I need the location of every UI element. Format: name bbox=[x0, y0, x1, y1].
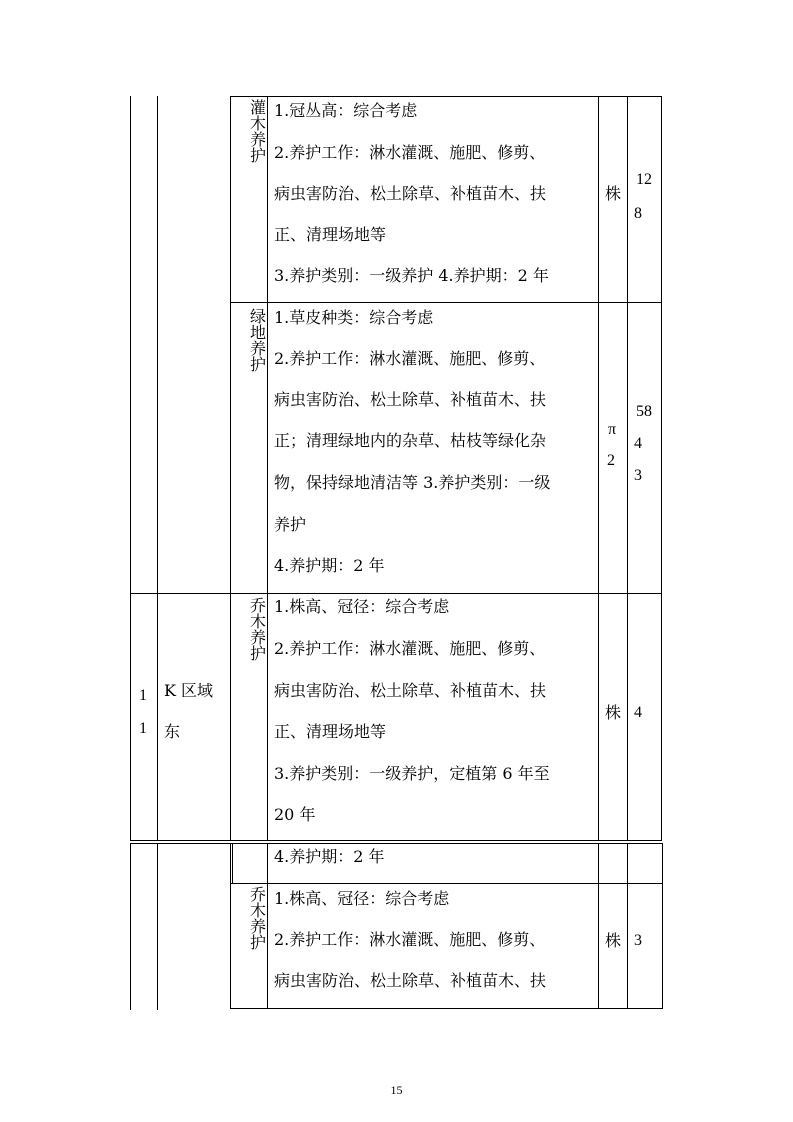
grid-line bbox=[627, 843, 628, 1009]
quantity: 12 bbox=[636, 171, 652, 188]
description-line: 2.养护工作：淋水灌溉、施肥、修剪、 bbox=[274, 349, 546, 368]
unit: π bbox=[607, 421, 617, 438]
description-line: 病虫害防治、松土除草、补植苗木、扶 bbox=[274, 184, 547, 203]
description-line: 4.养护期：2 年 bbox=[274, 847, 385, 866]
grid-line bbox=[130, 843, 131, 1010]
grid-line bbox=[130, 840, 662, 841]
quantity: 58 bbox=[636, 403, 652, 420]
description-line: 养护 bbox=[274, 515, 307, 534]
description-line: 1.株高、冠径：综合考虑 bbox=[274, 597, 450, 616]
description-line: 正；清理绿地内的杂草、枯枝等绿化杂 bbox=[274, 431, 547, 450]
row-number: 1 bbox=[139, 720, 147, 737]
grid-line bbox=[230, 843, 231, 1009]
quantity: 4 bbox=[634, 435, 642, 452]
grid-line bbox=[598, 96, 599, 841]
grid-line bbox=[130, 96, 131, 841]
row-number: 1 bbox=[139, 687, 147, 704]
unit: 株 bbox=[605, 703, 622, 722]
grid-line bbox=[662, 843, 663, 1009]
grid-line bbox=[661, 96, 662, 841]
grid-line bbox=[157, 96, 158, 841]
description-line: 1.株高、冠径：综合考虑 bbox=[274, 889, 450, 908]
item-name: 乔木养护 bbox=[249, 596, 266, 663]
description-line: 正、清理场地等 bbox=[274, 225, 387, 244]
description-line: 1.冠丛高：综合考虑 bbox=[274, 101, 418, 120]
description-line: 病虫害防治、松土除草、补植苗木、扶 bbox=[274, 971, 547, 990]
quantity: 8 bbox=[634, 205, 642, 222]
item-name: 乔木养护 bbox=[249, 885, 266, 952]
description-line: 病虫害防治、松土除草、补植苗木、扶 bbox=[274, 681, 547, 700]
description-line: 2.养护工作：淋水灌溉、施肥、修剪、 bbox=[274, 143, 546, 162]
description-line: 1.草皮种类：综合考虑 bbox=[274, 308, 434, 327]
grid-line bbox=[598, 843, 599, 1009]
item-name: 灌木养护 bbox=[249, 98, 266, 165]
unit: 2 bbox=[607, 452, 615, 469]
quantity: 4 bbox=[634, 704, 642, 721]
description-line: 病虫害防治、松土除草、补植苗木、扶 bbox=[274, 390, 547, 409]
quantity: 3 bbox=[634, 467, 642, 484]
grid-line bbox=[267, 843, 268, 1009]
area-name: K 区域 bbox=[164, 681, 214, 700]
grid-line bbox=[130, 593, 662, 594]
description-line: 2.养护工作：淋水灌溉、施肥、修剪、 bbox=[274, 930, 546, 949]
page-number: 15 bbox=[390, 1083, 403, 1097]
grid-line bbox=[130, 843, 663, 844]
grid-line bbox=[230, 96, 231, 841]
quantity: 3 bbox=[634, 932, 642, 949]
unit: 株 bbox=[605, 931, 622, 950]
description-line: 3.养护类别：一级养护，定植第 6 年至 bbox=[274, 764, 550, 783]
description-line: 正、清理场地等 bbox=[274, 722, 387, 741]
description-line: 物，保持绿地清洁等 3.养护类别：一级 bbox=[274, 473, 551, 492]
item-name: 绿地养护 bbox=[249, 307, 266, 374]
grid-line bbox=[232, 843, 233, 883]
description-line: 4.养护期：2 年 bbox=[274, 556, 385, 575]
grid-line bbox=[157, 843, 158, 1010]
unit: 株 bbox=[605, 184, 622, 203]
area-name: 东 bbox=[164, 722, 181, 741]
grid-line bbox=[267, 96, 268, 841]
description-line: 3.养护类别：一级养护 4.养护期：2 年 bbox=[274, 266, 549, 285]
description-line: 20 年 bbox=[274, 805, 316, 824]
description-line: 2.养护工作：淋水灌溉、施肥、修剪、 bbox=[274, 639, 546, 658]
